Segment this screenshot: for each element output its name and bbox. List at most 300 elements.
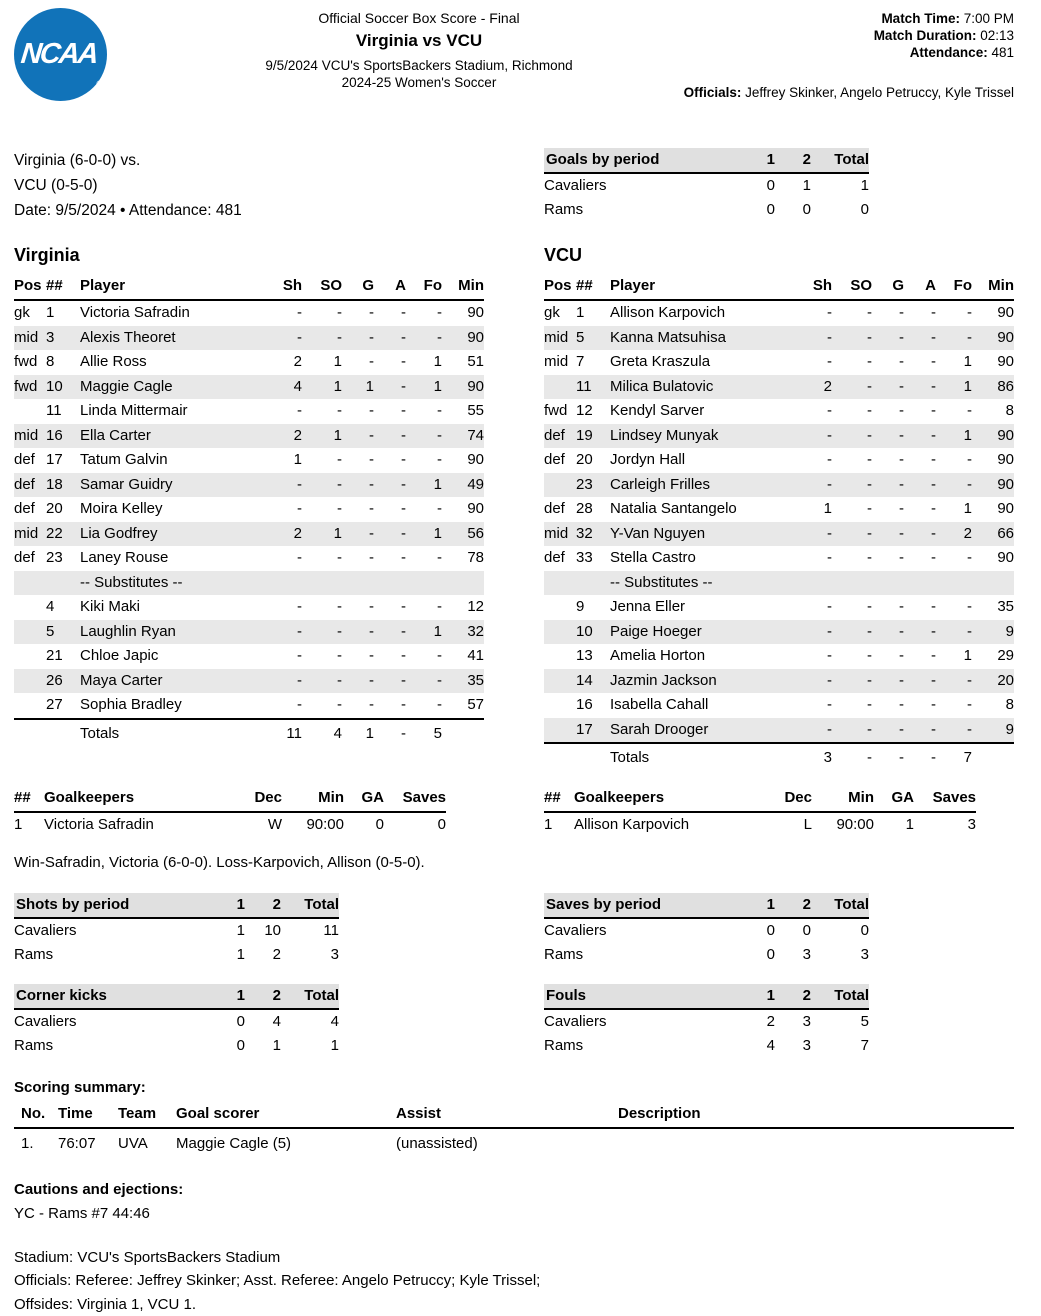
g-cell: -	[872, 350, 904, 375]
a-cell: -	[374, 522, 406, 547]
min-cell: 49	[442, 473, 484, 498]
goalkeepers-header-row	[14, 787, 446, 812]
fo-cell: -	[936, 399, 972, 424]
so-cell: -	[302, 644, 342, 669]
so-cell: -	[832, 399, 872, 424]
num-cell: 1	[46, 300, 80, 326]
so-cell: -	[302, 497, 342, 522]
attendance-value: 481	[991, 45, 1014, 60]
min-cell: 90	[972, 497, 1014, 522]
players-header-row	[544, 275, 1014, 300]
team-cell: Cavaliers	[544, 173, 739, 198]
header-center	[134, 10, 704, 91]
player-name-cell: Stella Castro	[610, 546, 796, 571]
pos-cell: gk	[14, 300, 46, 326]
total-cell: 1	[811, 173, 869, 198]
content-grid	[14, 148, 1014, 1075]
a-cell: -	[904, 375, 936, 400]
pos-cell	[544, 718, 576, 744]
fouls-title: Fouls	[544, 984, 739, 1009]
a-cell	[904, 571, 936, 596]
sh-cell: 2	[266, 350, 302, 375]
vcu-goalkeepers-block	[544, 787, 1014, 836]
g-cell	[872, 571, 904, 596]
g-cell: -	[872, 718, 904, 744]
scoring-header-row	[14, 1103, 1014, 1128]
footer-officials-line: Officials: Referee: Jeffrey Skinker; Asst. Referee: Angelo Petruccy; Kyle Trissel;	[14, 1269, 1014, 1293]
p1-cell: 0	[209, 1009, 245, 1034]
player-row	[14, 350, 484, 375]
fo-cell: 1	[406, 522, 442, 547]
so-cell: -	[302, 399, 342, 424]
fo-cell: 1	[406, 620, 442, 645]
min-header: Min	[442, 275, 484, 300]
player-row	[14, 571, 484, 596]
g-cell: -	[872, 693, 904, 718]
a-cell: -	[374, 350, 406, 375]
totals-fo: 5	[406, 719, 442, 747]
vcu-team-heading: VCU	[544, 245, 1014, 266]
so-cell: 1	[302, 522, 342, 547]
p1-cell: 0	[739, 918, 775, 943]
num-cell: 8	[46, 350, 80, 375]
player-row	[544, 375, 1014, 400]
a-cell: -	[904, 669, 936, 694]
so-cell: -	[832, 326, 872, 351]
period-2-header: 2	[775, 893, 811, 918]
player-name-cell: Sarah Drooger	[610, 718, 796, 744]
min-cell: 90	[972, 326, 1014, 351]
pos-cell	[14, 644, 46, 669]
so-cell: -	[832, 497, 872, 522]
num-cell	[46, 571, 80, 596]
g-cell: -	[872, 546, 904, 571]
g-cell: -	[342, 399, 374, 424]
num-cell: 13	[576, 644, 610, 669]
report-title: Official Soccer Box Score - Final	[134, 10, 704, 26]
saves-header-row	[544, 893, 869, 918]
footer-notes	[14, 1246, 1014, 1316]
sh-cell: -	[266, 693, 302, 719]
team-cell: Cavaliers	[14, 1009, 209, 1034]
num-cell: 5	[576, 326, 610, 351]
g-cell: -	[872, 448, 904, 473]
a-cell: -	[374, 399, 406, 424]
p1-cell: 0	[739, 173, 775, 198]
a-cell: -	[904, 326, 936, 351]
player-row	[14, 300, 484, 326]
totals-g: 1	[342, 719, 374, 747]
pos-cell: def	[14, 473, 46, 498]
min-cell	[442, 571, 484, 596]
player-name-cell: Alexis Theoret	[80, 326, 266, 351]
min-cell: 90	[972, 473, 1014, 498]
so-cell: -	[302, 546, 342, 571]
fo-cell: -	[406, 644, 442, 669]
player-name-cell: Kendyl Sarver	[610, 399, 796, 424]
total-cell: 0	[811, 198, 869, 222]
fo-cell: -	[406, 693, 442, 719]
fo-cell: -	[406, 424, 442, 449]
a-cell: -	[904, 693, 936, 718]
p1-cell: 0	[739, 198, 775, 222]
venue-line: 9/5/2024 VCU's SportsBackers Stadium, Richmond	[134, 57, 704, 74]
num-cell: 1	[576, 300, 610, 326]
match-duration-line	[684, 27, 1014, 44]
goal-time-header: Time	[58, 1103, 118, 1128]
shots-by-period-table	[14, 893, 339, 967]
a-cell: -	[904, 399, 936, 424]
player-row	[544, 473, 1014, 498]
sh-header: Sh	[266, 275, 302, 300]
period-2-header: 2	[245, 893, 281, 918]
virginia-team-heading: Virginia	[14, 245, 484, 266]
cautions-title: Cautions and ejections:	[14, 1181, 1014, 1198]
player-name-cell: Kiki Maki	[80, 595, 266, 620]
ncaa-logo	[14, 8, 107, 101]
g-cell: -	[872, 497, 904, 522]
fo-cell: -	[406, 497, 442, 522]
player-row	[14, 448, 484, 473]
gk-saves-cell: 0	[384, 812, 446, 836]
period-1-header: 1	[739, 893, 775, 918]
corner-kicks-block	[14, 984, 484, 1058]
a-cell: -	[374, 620, 406, 645]
p1-cell: 0	[739, 943, 775, 967]
min-header: Min	[972, 275, 1014, 300]
player-name-cell: Maya Carter	[80, 669, 266, 694]
fouls-table	[544, 984, 869, 1058]
g-cell: -	[342, 669, 374, 694]
fo-header: Fo	[406, 275, 442, 300]
num-cell: 26	[46, 669, 80, 694]
pos-cell: def	[14, 546, 46, 571]
corner-kicks-table	[14, 984, 339, 1058]
min-cell: 90	[442, 497, 484, 522]
num-cell: 14	[576, 669, 610, 694]
sh-cell: -	[266, 546, 302, 571]
player-row	[14, 497, 484, 522]
fo-cell: -	[936, 620, 972, 645]
totals-sh: 11	[266, 719, 302, 747]
pos-cell	[544, 571, 576, 596]
goal-team-header: Team	[118, 1103, 176, 1128]
fo-cell: 1	[406, 375, 442, 400]
num-cell: 17	[46, 448, 80, 473]
player-name-cell: Allison Karpovich	[610, 300, 796, 326]
g-cell: 1	[342, 375, 374, 400]
g-cell: -	[342, 300, 374, 326]
players-header-row	[14, 275, 484, 300]
g-cell: -	[872, 644, 904, 669]
a-cell: -	[904, 620, 936, 645]
a-cell	[374, 571, 406, 596]
pos-cell: gk	[544, 300, 576, 326]
g-cell: -	[342, 595, 374, 620]
num-cell: 18	[46, 473, 80, 498]
player-header: Player	[610, 275, 796, 300]
so-cell: -	[832, 448, 872, 473]
player-row	[14, 546, 484, 571]
p2-cell: 1	[245, 1034, 281, 1058]
goal-desc-cell	[618, 1128, 1014, 1155]
team-cell: Cavaliers	[544, 918, 739, 943]
fo-cell: -	[936, 448, 972, 473]
gk-saves-cell: 3	[914, 812, 976, 836]
pos-cell	[14, 571, 46, 596]
player-row	[544, 326, 1014, 351]
team-cell: Rams	[544, 943, 739, 967]
min-cell: 90	[442, 448, 484, 473]
sh-cell: -	[796, 522, 832, 547]
goal-no-header: No.	[14, 1103, 58, 1128]
fo-cell: -	[406, 326, 442, 351]
pos-cell	[544, 669, 576, 694]
sh-cell: -	[266, 620, 302, 645]
so-cell	[302, 571, 342, 596]
home-team-record: Virginia (6-0-0) vs.	[14, 148, 484, 173]
fo-cell: -	[406, 300, 442, 326]
so-cell: -	[832, 669, 872, 694]
fo-cell: -	[406, 669, 442, 694]
player-row	[14, 620, 484, 645]
player-name-cell: Carleigh Frilles	[610, 473, 796, 498]
player-name-cell: Jenna Eller	[610, 595, 796, 620]
period-total-header: Total	[811, 148, 869, 173]
so-cell: -	[832, 473, 872, 498]
p2-cell: 4	[245, 1009, 281, 1034]
win-loss-line: Win-Safradin, Victoria (6-0-0). Loss-Karpovich, Allison (0-5-0).	[14, 854, 484, 871]
totals-label: Totals	[80, 719, 266, 747]
sh-cell: 4	[266, 375, 302, 400]
sh-cell: -	[796, 718, 832, 744]
num-cell: 28	[576, 497, 610, 522]
player-name-cell: Sophia Bradley	[80, 693, 266, 719]
pos-cell	[544, 620, 576, 645]
so-cell: -	[302, 326, 342, 351]
num-cell: 19	[576, 424, 610, 449]
goalkeepers-header-row	[544, 787, 976, 812]
num-cell: 23	[46, 546, 80, 571]
goalkeeper-row	[544, 812, 976, 836]
min-cell: 32	[442, 620, 484, 645]
player-name-cell: Paige Hoeger	[610, 620, 796, 645]
p2-cell: 3	[775, 943, 811, 967]
so-cell: -	[302, 620, 342, 645]
p2-cell: 1	[775, 173, 811, 198]
player-name-cell: Natalia Santangelo	[610, 497, 796, 522]
corners-header-row	[14, 984, 339, 1009]
g-cell: -	[342, 522, 374, 547]
g-cell: -	[342, 448, 374, 473]
sh-cell: -	[266, 300, 302, 326]
so-cell: -	[832, 546, 872, 571]
sh-cell: -	[796, 693, 832, 718]
player-row	[14, 595, 484, 620]
player-row	[14, 473, 484, 498]
g-cell: -	[872, 522, 904, 547]
pos-cell: fwd	[14, 350, 46, 375]
g-cell: -	[872, 595, 904, 620]
g-cell: -	[872, 399, 904, 424]
pos-cell	[544, 595, 576, 620]
min-cell: 86	[972, 375, 1014, 400]
pos-cell: mid	[544, 350, 576, 375]
stadium-line: Stadium: VCU's SportsBackers Stadium	[14, 1246, 1014, 1270]
goals-by-period-title: Goals by period	[544, 148, 739, 173]
so-cell: -	[302, 300, 342, 326]
player-name-cell: Amelia Horton	[610, 644, 796, 669]
a-cell: -	[904, 300, 936, 326]
vcu-players-table	[544, 275, 1014, 771]
so-cell: -	[832, 375, 872, 400]
sh-cell: -	[266, 326, 302, 351]
gk-dec-header: Dec	[760, 787, 812, 812]
fo-cell: 1	[406, 473, 442, 498]
pos-cell: fwd	[544, 399, 576, 424]
period-stat-row	[14, 1034, 339, 1058]
attendance-line	[684, 44, 1014, 61]
player-name-cell: Isabella Cahall	[610, 693, 796, 718]
num-cell: 20	[46, 497, 80, 522]
report-header	[14, 8, 1014, 126]
g-cell: -	[342, 326, 374, 351]
shots-title: Shots by period	[14, 893, 209, 918]
pos-cell: def	[544, 497, 576, 522]
fo-cell: -	[406, 546, 442, 571]
saves-title: Saves by period	[544, 893, 739, 918]
goal-scorer-header: Goal scorer	[176, 1103, 396, 1128]
player-name-cell: Kanna Matsuhisa	[610, 326, 796, 351]
fo-cell	[406, 571, 442, 596]
fo-cell: -	[936, 669, 972, 694]
min-cell: 20	[972, 669, 1014, 694]
a-cell: -	[904, 644, 936, 669]
match-duration-label: Match Duration:	[874, 28, 977, 43]
num-cell: 12	[576, 399, 610, 424]
player-row	[544, 669, 1014, 694]
gk-dec-header: Dec	[230, 787, 282, 812]
so-cell: -	[832, 595, 872, 620]
vcu-totals-row	[544, 743, 1014, 771]
away-team-record: VCU (0-5-0)	[14, 173, 484, 198]
g-cell	[342, 571, 374, 596]
g-cell: -	[342, 546, 374, 571]
player-row	[544, 522, 1014, 547]
sh-cell: -	[796, 326, 832, 351]
gk-saves-header: Saves	[914, 787, 976, 812]
g-cell: -	[872, 300, 904, 326]
pos-header: Pos	[544, 275, 576, 300]
num-cell: 22	[46, 522, 80, 547]
sh-cell: -	[796, 546, 832, 571]
min-cell: 51	[442, 350, 484, 375]
gk-num-header: ##	[14, 787, 44, 812]
fo-cell: 2	[936, 522, 972, 547]
so-cell: -	[832, 424, 872, 449]
match-time-value: 7:00 PM	[964, 11, 1014, 26]
sh-cell	[266, 571, 302, 596]
fo-cell	[936, 571, 972, 596]
p1-cell: 0	[209, 1034, 245, 1058]
sh-cell: -	[796, 669, 832, 694]
team-cell: Cavaliers	[544, 1009, 739, 1034]
a-cell: -	[374, 644, 406, 669]
a-cell: -	[904, 350, 936, 375]
ncaa-logo-text: NCAA	[19, 38, 101, 71]
period-1-header: 1	[739, 984, 775, 1009]
g-cell: -	[342, 350, 374, 375]
a-cell: -	[904, 448, 936, 473]
so-cell: 1	[302, 375, 342, 400]
player-header: Player	[80, 275, 266, 300]
a-cell: -	[374, 546, 406, 571]
player-row	[14, 644, 484, 669]
goal-scorer-cell: Maggie Cagle (5)	[176, 1128, 396, 1155]
player-name-cell: Greta Kraszula	[610, 350, 796, 375]
total-cell: 5	[811, 1009, 869, 1034]
pos-header: Pos	[14, 275, 46, 300]
player-row	[14, 326, 484, 351]
p2-cell: 3	[775, 1034, 811, 1058]
gk-dec-cell: L	[760, 812, 812, 836]
player-row	[544, 693, 1014, 718]
pos-cell	[14, 595, 46, 620]
sh-cell: -	[796, 473, 832, 498]
fo-cell: 1	[936, 644, 972, 669]
so-cell: -	[832, 644, 872, 669]
num-cell: 33	[576, 546, 610, 571]
period-stat-row	[14, 943, 339, 967]
a-cell: -	[374, 424, 406, 449]
corners-title: Corner kicks	[14, 984, 209, 1009]
officials-line	[684, 84, 1014, 101]
a-cell: -	[374, 669, 406, 694]
virginia-goalkeepers-table	[14, 787, 446, 836]
player-name-cell: Maggie Cagle	[80, 375, 266, 400]
player-row	[544, 424, 1014, 449]
g-cell: -	[872, 424, 904, 449]
goal-time-cell: 76:07	[58, 1128, 118, 1155]
num-cell: 23	[576, 473, 610, 498]
fo-cell: -	[406, 595, 442, 620]
player-name-cell: Victoria Safradin	[80, 300, 266, 326]
player-name-cell: Ella Carter	[80, 424, 266, 449]
sh-cell: -	[266, 644, 302, 669]
min-cell: 90	[972, 300, 1014, 326]
g-cell: -	[342, 473, 374, 498]
num-cell: 5	[46, 620, 80, 645]
a-cell: -	[374, 375, 406, 400]
sh-cell: -	[796, 424, 832, 449]
goal-row	[14, 1128, 1014, 1155]
num-cell: 16	[46, 424, 80, 449]
period-1-header: 1	[739, 148, 775, 173]
goals-by-period-block	[544, 148, 1014, 241]
min-cell: 90	[972, 448, 1014, 473]
so-header: SO	[832, 275, 872, 300]
player-name-cell: Lindsey Munyak	[610, 424, 796, 449]
num-cell: 7	[576, 350, 610, 375]
pos-cell	[14, 399, 46, 424]
a-cell: -	[374, 326, 406, 351]
gk-saves-header: Saves	[384, 787, 446, 812]
fo-cell: -	[936, 473, 972, 498]
match-time-label: Match Time:	[881, 11, 960, 26]
gk-min-cell: 90:00	[812, 812, 874, 836]
gk-name-header: Goalkeepers	[574, 787, 760, 812]
scoring-summary-block	[14, 1079, 1014, 1155]
